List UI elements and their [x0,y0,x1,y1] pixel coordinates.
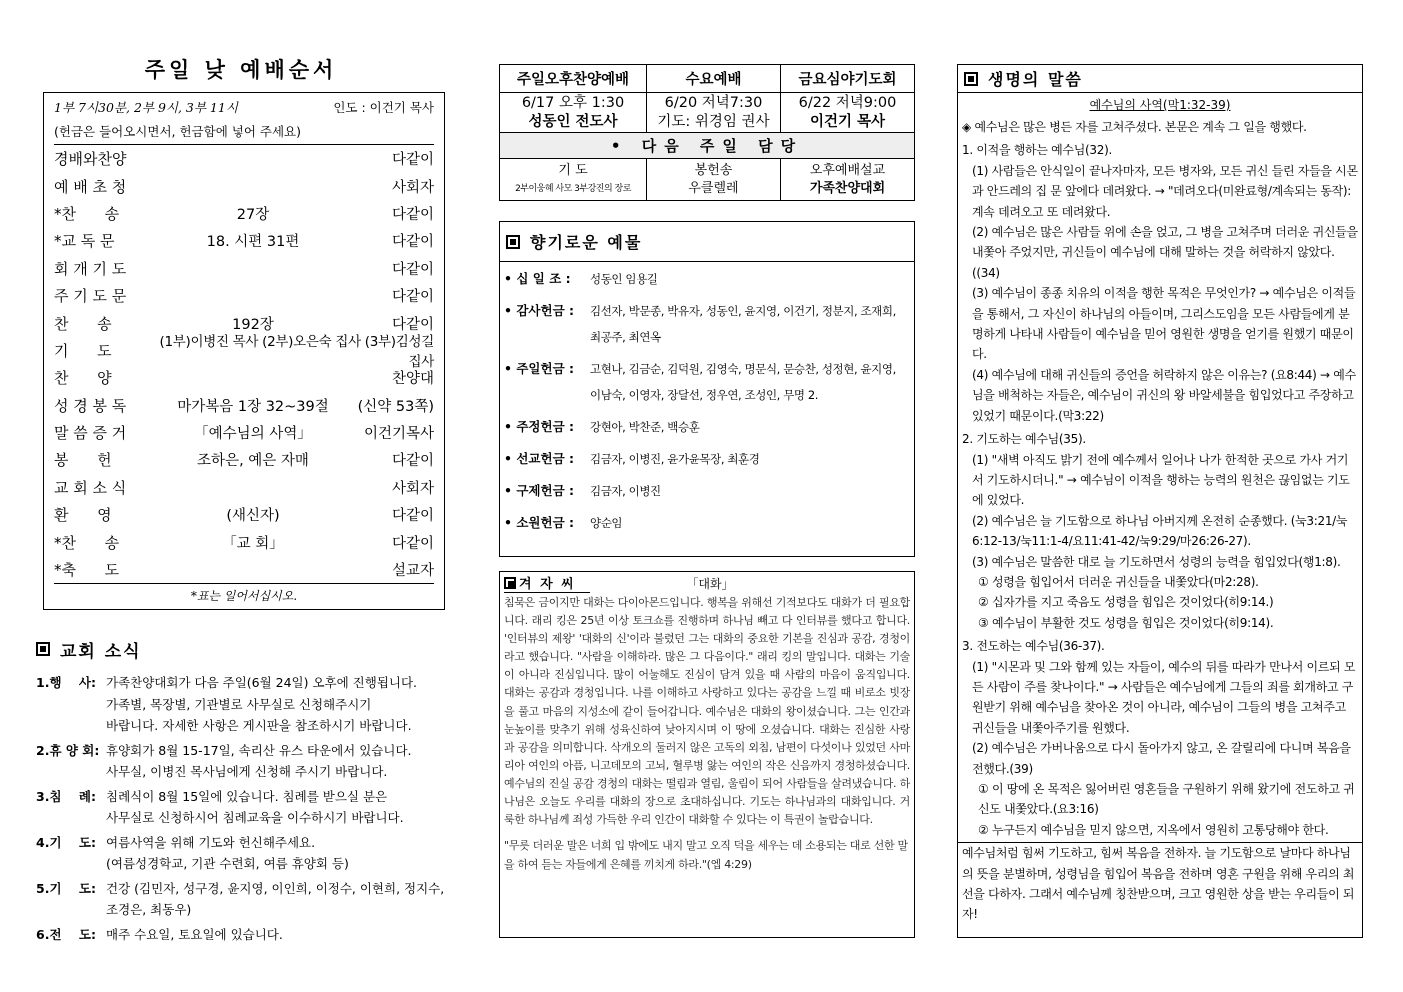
offering-names-line: 강현아, 박찬준, 백승훈 [590,420,700,434]
square-bullet-icon [36,642,50,656]
schedule-column [499,64,915,938]
worship-order-row [54,501,434,528]
order-item-content: ｢교 회｣ [229,535,277,552]
news-item-line: 사무실, 이병진 목사님에게 신청해 주시기 바랍니다. [106,764,388,780]
offerings-heading: 향기로운 예물 [530,233,643,252]
order-item-content: 27장 [236,206,270,223]
news-item [36,924,446,946]
offering-label: • 선교헌금 : [504,451,574,466]
sermon-line: 1. 이적을 행하는 예수님(32). [962,143,1112,158]
schedule-time: 6/20 저녁7:30 [664,94,763,111]
offering-row [500,298,914,350]
order-item-name: 찬 송 [54,314,112,333]
order-item-person: 다같이 [391,508,434,525]
sermon-line: (1) "시몬과 및 그와 함께 있는 자들이, 예수의 뒤를 따라가 만나서 이르되 모든 사람이 주를 찾나이다." → 사람들은 예수님에게 그들의 죄를 회개하고 구원받기 위해 예수님을 찾아온 것이 아니라, 예수님이 그들의 병을 고쳐주고 귀신들을 내쫓아주기를 원했다. [972,659,1356,735]
news-item-label: 1.행 사: [36,675,97,691]
offering-label: • 십 일 조 : [504,271,571,286]
offering-row [500,478,914,504]
news-item [36,832,446,875]
sermon-line: ② 십자가를 지고 죽음도 성령을 힘입은 것이었다(히9:14.) [978,595,1274,610]
offerings-title [500,222,914,262]
order-item-name: *찬 송 [54,204,120,223]
offering-names [590,478,914,504]
worship-order-list [54,145,434,583]
order-item-person: 다같이 [391,206,434,223]
next-duty-cell [647,159,781,201]
news-item-line: 여름사역을 위해 기도와 헌신해주세요. [106,834,316,850]
sermon-line: ② 누구든지 예수님을 믿지 않으면, 지옥에서 영원히 고통당해야 한다. [978,822,1329,837]
order-item-name: 교 회 소 식 [54,478,127,497]
order-item-content: 마가복음 1장 32~39절 [177,398,329,415]
stand-footnote: *표는 일어서십시오. [54,583,434,609]
order-item-content: (새신자) [226,508,280,525]
offering-note: (헌금은 들어오시면서, 헌금함에 넣어 주세요) [54,121,434,145]
next-duty-cell [500,159,647,201]
schedule-header: 금요심야기도회 [781,65,915,93]
schedule-cell [647,93,781,133]
offering-label: • 구제헌금 : [504,483,574,498]
news-item-line: 매주 수요일, 토요일에 있습니다. [106,926,283,942]
order-item-person: 설교자 [391,563,434,580]
news-item-line: 바랍니다. 자세한 사항은 게시판을 참조하시기 바랍니다. [106,718,412,734]
sermon-line: (3) 예수님은 말씀한 대로 늘 기도하면서 성령의 능력을 힘입었다(행1:8). [972,554,1341,569]
next-duty-header: 기 도 [558,162,588,178]
news-item-line: 사무실로 신청하시어 침례교육을 이수하시기 바랍니다. [106,810,404,826]
order-item-content: 192장 [232,316,274,333]
schedule-time: 6/22 저녁9:00 [798,94,897,111]
news-item-line: (여름성경학교, 기관 수련회, 여름 휴양회 등) [106,856,349,872]
mustard-seed-title: ｢대화｣ [692,576,728,591]
worship-order-box [43,92,445,610]
service-schedule-table [499,64,915,201]
service-leader: 인도 : 이건기 목사 [333,100,434,115]
worship-order-title: 주일 낮 예배순서 [144,57,338,82]
service-times: 1부 7시30분, 2부 9시, 3부 11시 [54,100,238,115]
worship-order-row [54,282,434,309]
order-item-name: 찬 양 [54,369,112,388]
offering-names-line: 이남숙, 이영자, 장달선, 정우연, 조성인, 무명 2. [590,388,819,402]
worship-order-row [54,334,434,371]
sermon-line: (1) 사람들은 안식일이 끝나자마자, 모든 병자와, 모든 귀신 들린 자들을 시몬과 안드레의 집 문 앞에다 데려왔다. → "데려오다(미완료형/계속되는 동작): 계속 데려오고 또 데려왔다. [972,163,1358,219]
news-item [36,878,446,921]
order-item-name: 성 경 봉 독 [54,396,127,415]
news-item-label: 3.침 례: [36,788,97,804]
news-item-text [106,740,446,783]
news-item-label: 4.기 도: [36,834,97,850]
schedule-person: 성동인 전도사 [528,113,618,130]
order-item-name: 회 개 기 도 [54,259,127,278]
mustard-seed-box [499,571,915,938]
offering-label: • 감사헌금 : [504,303,574,318]
schedule-header: 수요예배 [647,65,781,93]
church-news-title [36,634,446,664]
schedule-time: 6/17 오후 1:30 [521,94,625,111]
offering-names-line: 김선자, 박문종, 박유자, 성동인, 윤지영, 이건기, 정분지, 조재희, [590,304,896,318]
worship-order-header [54,93,434,121]
mustard-seed-verse: "무릇 더러운 말은 너희 입 밖에도 내지 말고 오직 덕을 세우는 데 소용되는 대로 선한 말을 하여 듣는 자들에게 은혜를 끼치게 하라."(엡 4:29) [504,839,908,871]
sermon-conclusion: 예수님처럼 힘써 기도하고, 힘써 복음을 전하자. 늘 기도함으로 날마다 하나님의 뜻을 분별하며, 성령님을 힘입어 복음을 전하며 영혼 구원을 위해 우리의 최선을 다하자. 그래서 예수님께 칭찬받으며, 크고 영원한 상을 받는 우리들이 되자! [958,842,1362,925]
order-item-name: 환 영 [54,506,112,525]
order-item-person: 사회자 [391,480,434,497]
next-duty-value: 2부이웅혜 사모 3부강진의 장로 [515,183,631,194]
sermon-line: (2) 예수님은 가버나움으로 다시 돌아가지 않고, 온 갈릴리에 다니며 복음을 전했다.(39) [972,741,1351,776]
worship-order-row [54,145,434,172]
order-item-name: 예 배 초 청 [54,177,127,196]
next-duty-value: 우클렐레 [688,180,739,196]
worship-order-row [54,255,434,282]
order-item-person: (1부)이병진 목사 (2부)오은숙 집사 (3부)김성길 집사 [159,334,434,371]
offering-names [590,298,914,350]
offering-names-line: 고현나, 김금순, 김덕원, 김영숙, 명문식, 문승찬, 성정현, 윤지영, [590,362,896,376]
mustard-seed-label: 겨 자 씨 [519,577,576,592]
sermon-line: 3. 전도하는 예수님(36-37). [962,639,1105,654]
order-item-person: 다같이 [391,316,434,333]
offerings-box [499,221,915,557]
mustard-seed-header [504,572,910,594]
order-item-content: ｢예수님의 사역｣ [201,426,305,443]
news-item-label: 6.전 도: [36,926,97,942]
order-item-person: 다같이 [391,261,434,278]
news-item-line: 조경은, 최동우) [106,902,192,918]
order-item-name: 기 도 [54,341,112,360]
offering-names-line: 김금자, 이병진, 윤가윤목장, 최훈경 [590,452,760,466]
offering-label: • 주일헌금 : [504,361,574,376]
worship-order-row [54,172,434,199]
worship-order-column [36,52,446,948]
news-item-text [106,878,446,921]
offering-row [500,414,914,440]
square-bullet-icon [504,577,516,589]
offering-names-line: 성동인 임용길 [590,272,658,286]
next-duty-cell [781,159,915,201]
worship-order-row [54,528,434,555]
order-item-name: *교 독 문 [54,232,115,251]
offering-label: • 소원헌금 : [504,515,574,530]
order-item-person: 찬양대 [391,371,434,388]
worship-order-row [54,419,434,446]
order-item-person: (신약 53쪽) [357,398,434,415]
offering-names [590,446,914,472]
news-item-text [106,832,446,875]
news-item-label: 5.기 도: [36,880,97,896]
sermon-subtitle: 예수님의 사역(막1:32-39) [1089,98,1231,112]
news-item-line: 가족별, 목장별, 기관별로 사무실로 신청해주시기 [106,696,372,712]
order-item-person: 다같이 [391,535,434,552]
order-item-person: 이건기목사 [363,426,434,443]
news-item-line: 침례식이 8월 15일에 있습니다. 침례를 받으실 분은 [106,788,388,804]
word-of-life-heading: 생명의 말씀 [988,70,1083,89]
offering-names [590,266,914,292]
sermon-line: (2) 예수님은 많은 사람들 위에 손을 얹고, 그 병을 고쳐주며 더러운 귀신들을 내쫓아 주었지만, 귀신들이 예수님에 대해 말하는 것을 허락하지 않았다.((34) [972,225,1358,280]
order-item-name: 봉 헌 [54,451,112,470]
next-duty-header: 봉헌송 [694,162,733,178]
order-item-name: *찬 송 [54,533,120,552]
offering-label: • 주정헌금 : [504,419,574,434]
sermon-line: ① 성령을 힘입어서 더러운 귀신들을 내쫓았다(마2:28). [978,574,1259,589]
schedule-person: 기도: 위경임 권사 [657,113,770,130]
worship-order-row [54,446,434,473]
offering-row [500,356,914,408]
square-bullet-icon [506,235,520,249]
news-item [36,672,446,737]
church-news-list [36,672,446,945]
order-item-name: 주 기 도 문 [54,287,127,306]
sermon-line: (2) 예수님은 늘 기도함으로 하나님 아버지께 온전히 순종했다. (눅3:21/눅6:12-13/눅11:1-4/요11:41-42/눅9:29/마26:26-27). [972,513,1348,549]
offering-row [500,266,914,292]
schedule-person: 이건기 목사 [809,113,886,130]
square-bullet-icon [964,72,978,86]
order-item-name: *축 도 [54,561,120,580]
schedule-cell [781,93,915,133]
order-item-person: 다같이 [391,152,434,169]
order-item-content: 18. 시편 31편 [206,234,300,251]
news-item-label: 2.휴 양 회: [36,742,100,758]
mustard-seed-label-wrap [504,573,590,593]
worship-order-row [54,227,434,254]
offerings-list [500,262,914,536]
schedule-cell [500,93,647,133]
church-news-heading: 교회 소식 [60,641,142,662]
next-duty-header: 오후예배설교 [809,162,886,178]
sermon-line: ③ 예수님이 부활한 것도 성령을 힘입은 것이었다(히9:14). [978,615,1274,630]
news-item-line: 건강 (김민자, 성구경, 윤지영, 이인희, 이정수, 이현희, 정지수, [106,880,445,896]
order-item-name: 경배와찬양 [54,150,127,169]
next-duty-value: 가족찬양대회 [809,180,886,196]
sermon-line: 2. 기도하는 예수님(35). [962,432,1086,447]
word-of-life-title [958,65,1362,93]
worship-order-row [54,556,434,583]
offering-names-line: 양순임 [590,516,623,530]
sermon-line: (4) 예수님에 대해 귀신들의 증언을 허락하지 않은 이유는? (요8:44) → 예수님을 배척하는 자들은, 예수님이 귀신의 왕 바알세불을 힘입었다고 주장하고 있었기 때문이다.(막3:22) [972,367,1356,423]
news-item [36,740,446,783]
news-item-text [106,786,446,829]
order-item-person: 다같이 [391,289,434,306]
offering-names [590,510,914,536]
sermon-line: (1) "새벽 아직도 밝기 전에 예수께서 일어나 나가 한적한 곳으로 가사 거기서 기도하시더니." → 예수님이 이적을 행하는 능력의 원천은 끊임없는 기도에 있었다. [972,452,1350,508]
word-of-life-box [957,64,1363,938]
sermon-line: ◈ 예수님은 많은 병든 자를 고쳐주셨다. 본문은 계속 그 일을 행했다. [962,120,1307,134]
order-item-content: 조하은, 예은 자매 [197,453,309,470]
sermon-line: ① 이 땅에 온 목적은 잃어버린 영혼들을 구원하기 위해 왔기에 전도하고 귀신도 내쫓았다.(요3:16) [978,782,1355,817]
news-item-text [106,672,446,737]
news-item-line: 휴양회가 8월 15-17일, 속리산 유스 타운에서 있습니다. [106,742,412,758]
offering-row [500,446,914,472]
order-item-person: 다같이 [391,234,434,251]
next-sunday-title: • 다음 주일 담당 [500,133,915,159]
news-item-line: 가족찬양대회가 다음 주일(6월 24일) 오후에 진행됩니다. [106,675,418,691]
mustard-seed-body: 침묵은 금이지만 대화는 다이아몬드입니다. 행복을 위해선 기적보다도 대화가 더 필요합니다. 래리 킹은 25년 이상 토크쇼를 진행하며 하나님 빼고 다 인터뷰를 했다고 합니다. '인터뷰의 제왕' '대화의 신'이라 불렸던 그는 대화의 중요한 기본을 진심과 공감, 경청이라고 했습니다. "사람을 이해하라. 많은 그 다음이다." 래리 킹의 말입니다. 대화는 기술이 아니라 진심입니다. 많이 어눌해도 진심이 담겨 있을 때 사람의 마음이 움직입니다. 대화는 공감과 경청입니다. 나를 이해하고 사랑하고 있다는 공감을 느낄 때 비로소 빗장을 풀고 마음의 지성소에 같이 들어갑니다. 예수님은 대화의 왕이셨습니다. 그는 인간과 눈높이를 맞추기 위해 성육신하여 낮아지시며 이 땅에 오셨습니다. 대화는 진심한 사랑과 공감을 의미합니다. 삭개오의 둘러지 않은 고독의 외침, 남편이 다섯이나 있었던 사마리아 여인의 아픔, 니고데모의 고뇌, 혈루병 앓는 여인의 작은 신음까지 경청하셨습니다. 예수님의 진실 공감 경청의 대화는 떨림과 열림, 울림이 되어 사람들을 살려냈습니다. 하나님은 오늘도 우리를 대화의 장으로 초대하십니다. 기도는 하나님과의 대화입니다. 거룩한 하나님께 죄성 가득한 우리 인간이 대화할 수 있다는 이 특권이 놀랍습니다. [504,596,910,827]
worship-order-row [54,200,434,227]
offering-names-line: 김금자, 이병진 [590,484,661,498]
order-item-person: 다같이 [391,453,434,470]
worship-order-row [54,474,434,501]
offering-row [500,510,914,536]
news-item-text [106,924,446,946]
sermon-line: (3) 예수님이 종종 치유의 이적을 행한 목적은 무엇인가? → 예수님은 이적들을 통해서, 그 자신이 하나님의 아들이며, 그리스도임을 모든 사람들에게 분명하게 나타내 사람들이 예수님을 믿어 영원한 생명을 얻기를 원했기 때문이다. [972,286,1356,362]
offering-names [590,414,914,440]
offering-names-line: 최공주, 최연옥 [590,330,661,344]
worship-order-row [54,392,434,419]
schedule-header: 주일오후찬양예배 [500,65,647,93]
sermon-outline [958,117,1362,840]
offering-names [590,356,914,408]
order-item-person: 사회자 [391,179,434,196]
news-item [36,786,446,829]
order-item-name: 말 씀 증 거 [54,424,127,443]
